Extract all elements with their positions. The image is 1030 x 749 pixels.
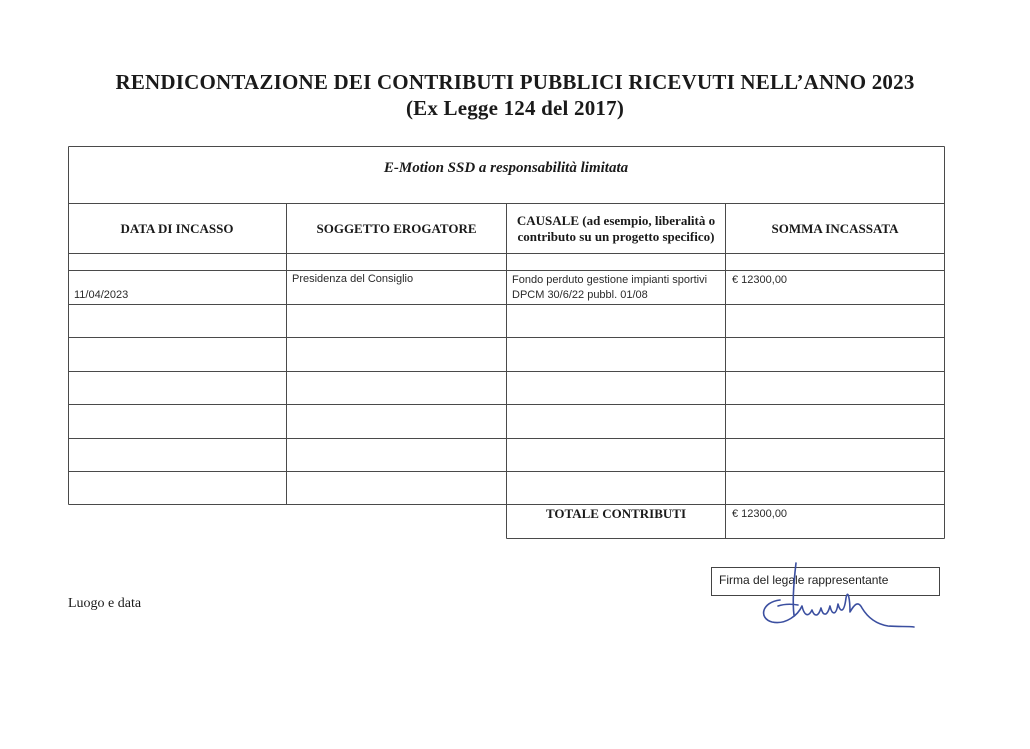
column-header-provider: SOGGETTO EROGATORE <box>316 220 477 236</box>
document-subtitle: (Ex Legge 124 del 2017) <box>405 96 625 120</box>
signature-label: Firma del legale rappresentante <box>719 573 889 587</box>
column-header-reason: CAUSALE (ad esempio, liberalità o contributo su un progetto specifico) <box>516 212 716 244</box>
document-title: RENDICONTAZIONE DEI CONTRIBUTI PUBBLICI RICEVUTI NELL’ANNO 2023 <box>115 70 915 94</box>
total-value: € 12300,00 <box>732 508 788 520</box>
contributions-table <box>68 146 945 539</box>
row-1-amount: € 12300,00 <box>732 274 788 286</box>
row-1-date: 11/04/2023 <box>74 289 129 301</box>
column-header-date: DATA DI INCASSO <box>120 220 234 236</box>
row-1-provider: Presidenza del Consiglio <box>292 273 414 285</box>
total-label: TOTALE CONTRIBUTI <box>545 506 687 521</box>
handwritten-signature <box>758 560 923 635</box>
place-date-label: Luogo e data <box>68 596 142 611</box>
organization-name: E-Motion SSD a responsabilità limitata <box>383 160 629 176</box>
row-1-reason: Fondo perduto gestione impianti sportivi DPCM 30/6/22 pubbl. 01/08 <box>512 274 708 301</box>
column-header-amount: SOMMA INCASSATA <box>771 220 899 236</box>
